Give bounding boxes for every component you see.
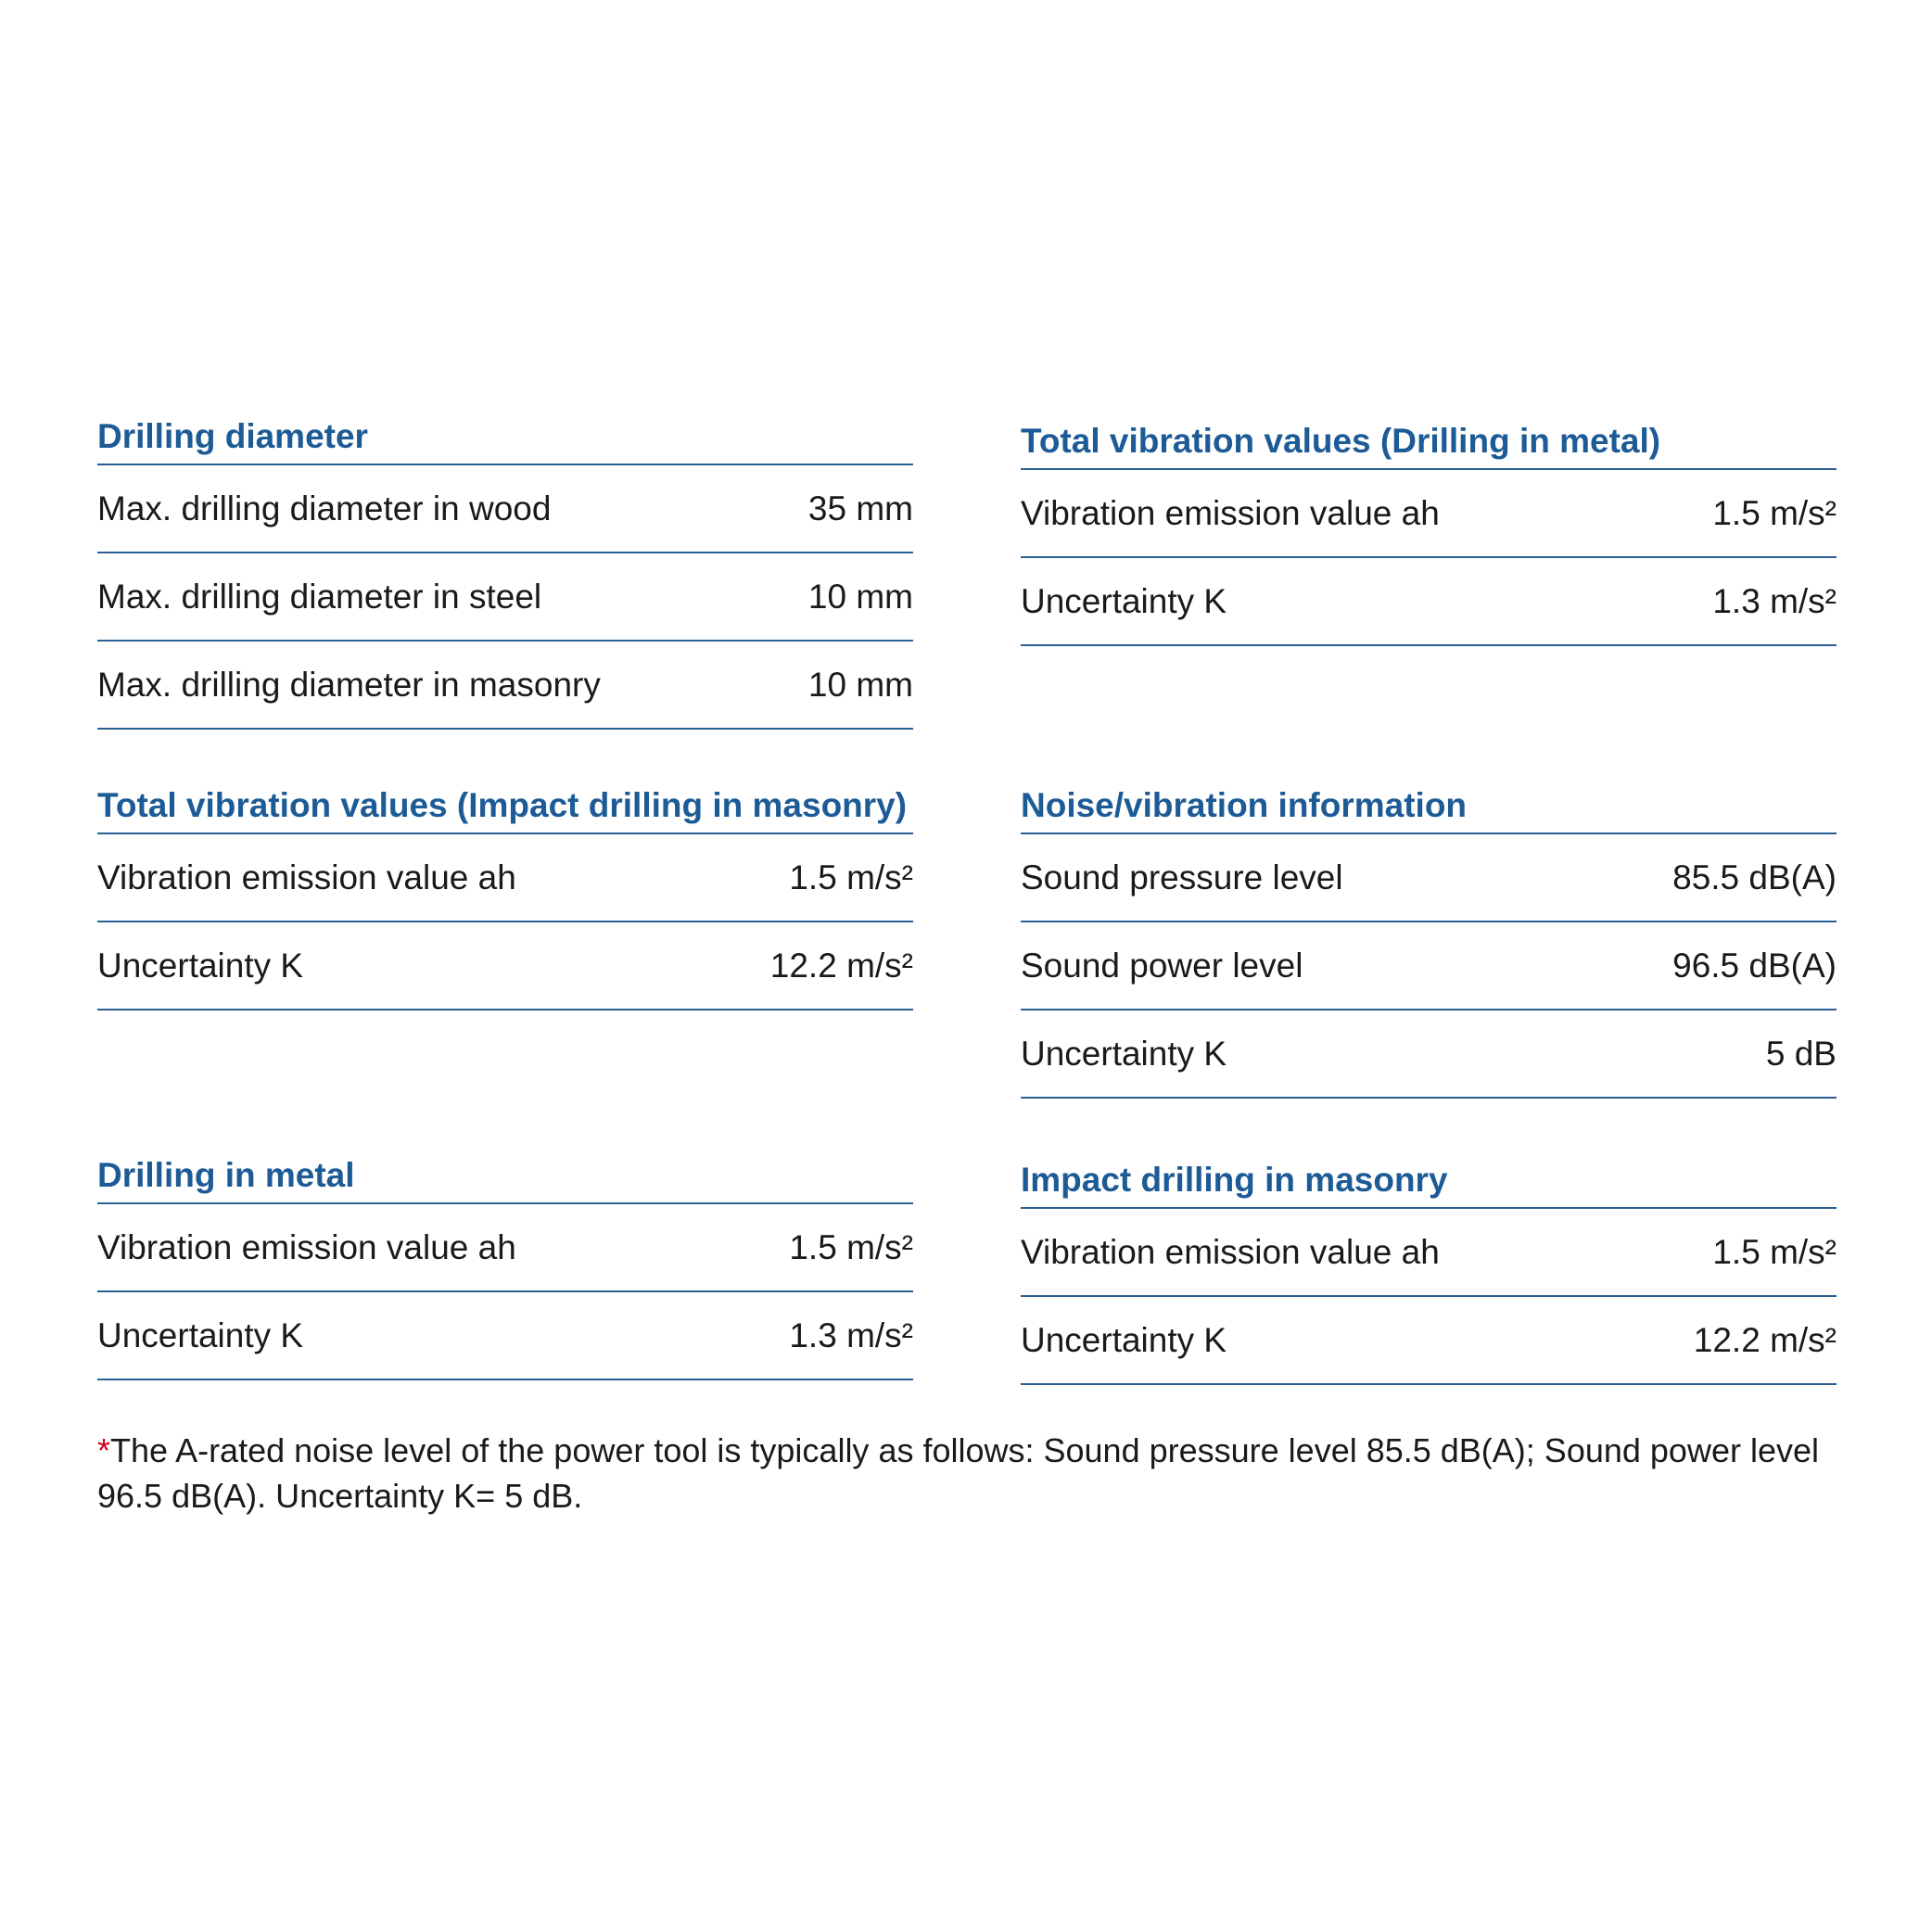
spec-label: Uncertainty K [1021, 581, 1227, 620]
spec-row [97, 834, 913, 922]
spec-value: 35 mm [807, 489, 913, 527]
spec-value: 1.5 m/s² [1712, 493, 1837, 532]
spec-row [1021, 1297, 1837, 1385]
footnote-marker: * [97, 1431, 111, 1469]
section-title: Noise/vibration information [1021, 779, 1837, 834]
section-title: Drilling in metal [97, 1149, 913, 1204]
section-impact-drilling-masonry [1021, 1153, 1837, 1385]
section-title: Drilling diameter [97, 410, 913, 465]
spec-value: 1.3 m/s² [1712, 581, 1837, 620]
spec-row [97, 922, 913, 1010]
spec-value: 85.5 dB(A) [1672, 858, 1837, 896]
spec-value: 1.5 m/s² [789, 1227, 913, 1266]
spec-value: 1.3 m/s² [789, 1316, 913, 1354]
spec-label: Uncertainty K [97, 1316, 304, 1354]
spec-row [1021, 558, 1837, 646]
spec-label: Max. drilling diameter in masonry [97, 665, 601, 704]
spec-value: 10 mm [807, 577, 913, 616]
spec-value: 12.2 m/s² [769, 946, 913, 985]
spec-label: Max. drilling diameter in steel [97, 577, 542, 616]
spec-label: Vibration emission value ah [1021, 1232, 1440, 1271]
spec-value: 5 dB [1765, 1034, 1837, 1073]
spec-label: Max. drilling diameter in wood [97, 489, 552, 527]
section-drilling-in-metal [97, 1149, 913, 1380]
spec-label: Sound power level [1021, 946, 1303, 985]
spec-value: 96.5 dB(A) [1672, 946, 1837, 985]
spec-label: Sound pressure level [1021, 858, 1343, 896]
spec-row [1021, 834, 1837, 922]
section-noise-vibration [1021, 779, 1837, 1099]
spec-value: 10 mm [807, 665, 913, 704]
spec-row [97, 1292, 913, 1380]
spec-value: 1.5 m/s² [789, 858, 913, 896]
spec-row [97, 553, 913, 642]
spec-row [97, 642, 913, 730]
spec-label: Vibration emission value ah [1021, 493, 1440, 532]
spec-value: 1.5 m/s² [1712, 1232, 1837, 1271]
spec-row [97, 1204, 913, 1292]
spec-label: Uncertainty K [97, 946, 304, 985]
spec-row [97, 465, 913, 553]
spec-label: Vibration emission value ah [97, 858, 516, 896]
section-title: Total vibration values (Drilling in metal) [1021, 414, 1837, 470]
spec-row [1021, 1209, 1837, 1297]
spec-label: Vibration emission value ah [97, 1227, 516, 1266]
spec-row [1021, 470, 1837, 558]
section-title: Impact drilling in masonry [1021, 1153, 1837, 1209]
footnote [97, 1428, 1849, 1519]
section-total-vibration-masonry [97, 779, 913, 1010]
spec-label: Uncertainty K [1021, 1320, 1227, 1359]
spec-label: Uncertainty K [1021, 1034, 1227, 1073]
spec-row [1021, 922, 1837, 1010]
section-total-vibration-metal [1021, 414, 1837, 646]
spec-value: 12.2 m/s² [1693, 1320, 1837, 1359]
footnote-text: The A-rated noise level of the power tool is typically as follows: Sound pressure level 85.5 dB(A); Sound power level 96.5 dB(A). Uncertainty K= 5 dB. [97, 1431, 1819, 1515]
spec-row [1021, 1010, 1837, 1099]
section-drilling-diameter [97, 410, 913, 730]
section-title: Total vibration values (Impact drilling in masonry) [97, 779, 913, 834]
